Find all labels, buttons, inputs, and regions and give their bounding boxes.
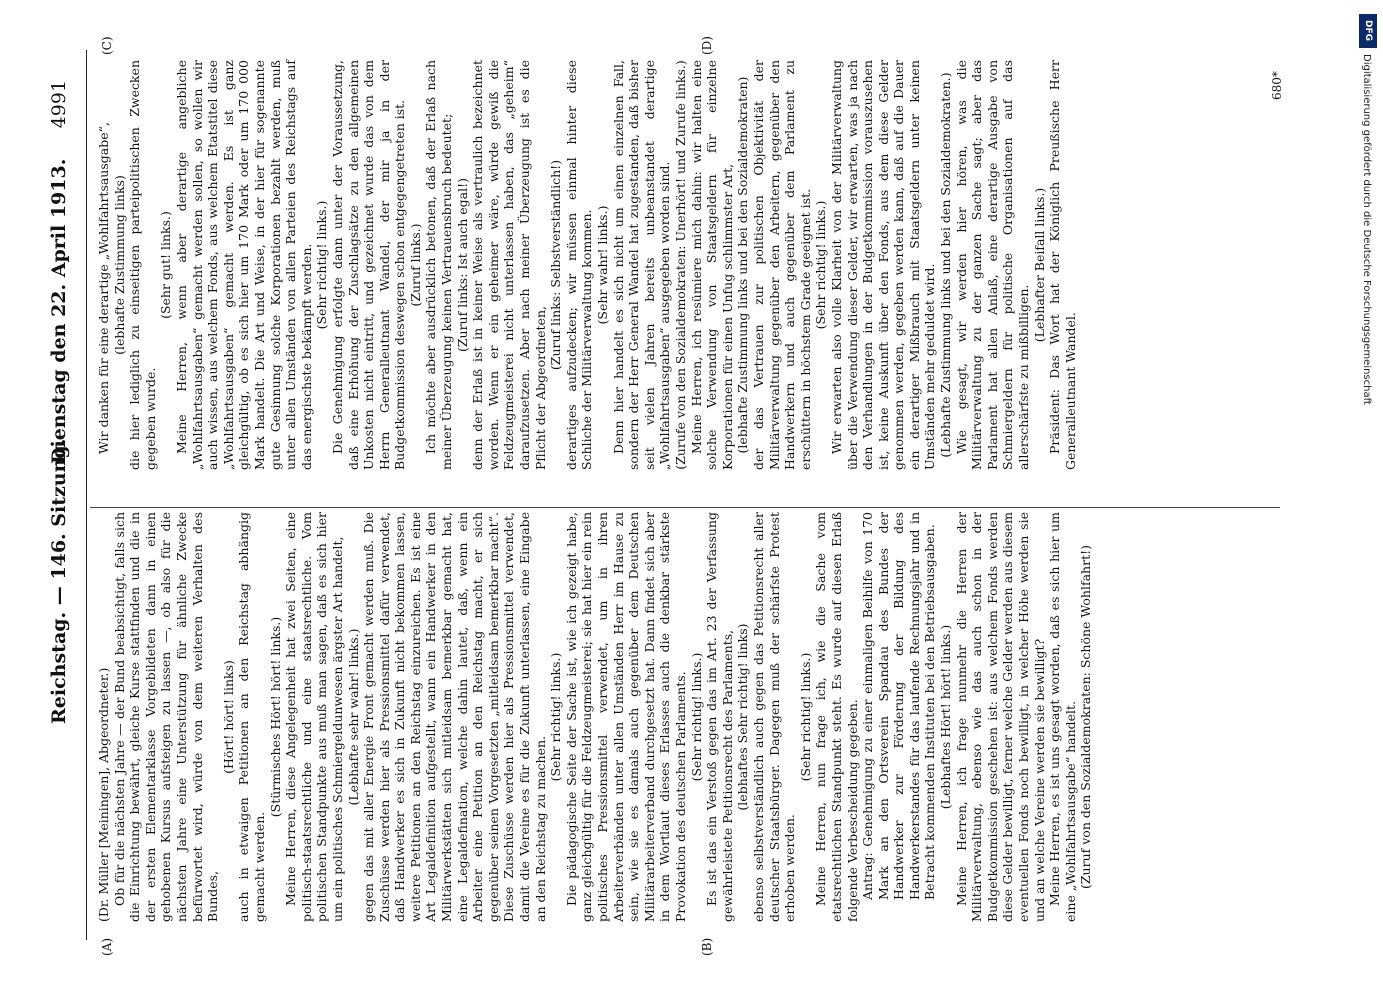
right-column-paragraph: Denn hier handelt es sich nicht um einen einzelnen Fall, sondern der Herr General Wandel hat zugestanden, daß bisher seit vielen Jahren bereits unbeanstandet derartige „Wohlfahrtsausgaben“ ausgegeben worden sind. xyxy=(610,60,673,470)
right-column-paragraph: die hier lediglich zu einseitigen parteipolitischen Zwecken gegeben wurde. xyxy=(127,60,158,470)
right-column-paragraph: (Zurufe von den Sozialdemokraten: Unerhört! und Zurufe links.) xyxy=(672,60,688,470)
left-column-paragraph: Die pädagogische Seite der Sache ist, wie ich gezeigt habe, ganz gleichgültig für die Feldzeugmeisterei; sie hat hier ein rein politisches Pressionsmittel verwendet, um in ihren Arbeiterverbänden unter allen Umständen Herr im Hause zu sein, wie sie es damals auch gegenüber dem Deutschen Militärarbeiterverband durchgesetzt hat. Dann findet sich aber in dem Wortlaut dieses Erlasses auch die denkbar stärkste Provokation des deutschen Parlaments. xyxy=(563,512,688,922)
left-column-paragraph: Antrag: Genehmigung zu einer einmaligen Beihilfe von 170 Mark an den Ortsverein Spandau des Bundes der Handwerker zur Förderung der Bildung des Handwerkerstandes für das laufende Rechnungsjahr und in Betracht kommenden Instituten bei den Betriebsausgaben. xyxy=(860,512,938,900)
margin-marker-b: (B) xyxy=(700,937,714,956)
right-column-paragraph: Präsident: Das Wort hat der Königlich Preußische Herr Generalleutnant Wandel. xyxy=(1047,60,1078,470)
left-column-paragraph: Meine Herren, es ist uns gesagt worden, daß es sich hier um eine „Wohlfahrtsausgabe“ handelt. xyxy=(1047,512,1078,922)
left-column-paragraph: ebenso selbstverständlich auch gegen das Petitionsrecht aller deutscher Staatsbürger. Dagegen muß der schärfste Protest erhoben werden. xyxy=(750,512,798,922)
header-session: Reichstag. — 146. Sitzung. xyxy=(48,438,70,724)
left-column-paragraph: Meine Herren, diese Angelegenheit hat zwei Seiten, eine politisch-staatsrechtliche und eine staatsrechtliche. Vom politischen Standpunkte aus muß man sagen, daß es sich hier um ein politisches Schmiergeldunwesen ärgster Art handelt, xyxy=(283,512,345,922)
left-column-paragraph: (lebhaftes Sehr richtig! links) xyxy=(735,623,751,811)
left-column-paragraph: (Hört! hört! links) xyxy=(220,660,236,774)
page-number: 4991 xyxy=(48,80,70,129)
right-column-paragraph: Wir danken für eine derartige „Wohlfahrtsausgabe“, xyxy=(96,122,111,454)
left-column-paragraph: (Sehr richtig! links.) xyxy=(688,652,704,782)
margin-marker-a: (A) xyxy=(100,937,114,956)
left-column-paragraph: Es ist das ein Verstoß gegen das im Art. 23 der Verfassung gewährleistete Petitionsrecht des Parlaments, xyxy=(704,512,735,922)
right-column-paragraph: Die Genehmigung erfolgte dann unter der Voraussetzung, daß eine Erhöhung der Zuschlagsätze zu den allgemeinen Unkosten nicht eintritt, und gezeichnet wurde das von dem Herrn Generalleutnant Wandel, der mir ja in der Budgetkommission deswegen schon entgegengetreten ist. xyxy=(329,60,408,470)
right-column-paragraph: (Sehr richtig! links.) xyxy=(314,200,330,330)
column-divider xyxy=(90,507,1280,508)
margin-marker-d: (D) xyxy=(700,36,714,55)
right-column-paragraph: (Lebhafte Zustimmung links und bei den Sozialdemokraten.) xyxy=(938,72,954,458)
left-column xyxy=(96,512,1094,922)
credit-strip xyxy=(1357,14,1379,734)
right-column-paragraph: (Sehr gut! links.) xyxy=(158,211,174,319)
page-header xyxy=(44,40,78,944)
right-column-paragraph: Meine Herren, wenn aber derartige angebliche „Wohlfahrtsausgaben“ gemacht werden sollen, so wollen wir auch wissen, aus welchem Fonds, aus welchem Etatstitel diese „Wohlfahrtsausgaben“ gemacht werden. Es ist ganz gleichgültig, ob es sich hier um 170 Mark oder um 170 000 Mark handelt. Die Art und Weise, in der hier für sogenannte gute Gesinnung solche Korporationen bezahlt werden, muß unter allen Umständen von allen Parteien des Reichstags auf das energischste bekämpft werden. xyxy=(173,60,314,470)
margin-marker-c: (C) xyxy=(100,36,114,55)
left-column-paragraph: (Sehr richtig! links.) xyxy=(548,652,564,782)
right-column-paragraph: (Zuruf links.) xyxy=(407,223,423,307)
header-date: Dienstag den 22. April 1913. xyxy=(48,158,70,464)
left-column-paragraph: gegen das mit aller Energie Front gemacht werden muß. Die Zuschüsse werden hier als Pressionsmittel dafür verwendet, daß Handwerker es sich in Zukunft nicht bekommen lassen, weitere Petitionen an den Reichstag einzureichen. Es ist eine Art Legaldefinition aufgestellt, wann ein Handwerker in den Militärwerkstätten sich mitleidsam bemerkbar gemacht hat, eine Legaldefination, welche dahin lautet, daß, wenn ein Arbeiter eine Petition an den Reichstag macht, er sich gegenüber seinen Vorgesetzten „mitleidsam bemerkbar macht“. Diese Zuschüsse werden hier als Pressionsmittel verwendet, damit die Vereine es für die Zukunft unterlassen, eine Eingabe an den Reichstag zu machen. xyxy=(361,512,548,922)
dfg-logo: DFG xyxy=(1359,14,1377,48)
left-column-paragraph: Meine Herren, nun frage ich, wie die Sache vom etatsrechtlichen Standpunkt steht. Es wurde auf diesen Erlaß folgende Verbescheidung gegeben. xyxy=(813,512,860,922)
right-column xyxy=(96,60,1078,470)
left-column-paragraph: Ob für die nächsten Jahre — der Bund beabsichtigt, falls sich die Einrichtung bewährt, gleiche Kurse stattfinden und die in der ersten Elementarklasse Vorgebildeten dann in einen gehobenen Kursus aufsteigen zu lassen —, ob also für die nächsten Jahre eine Unterstützung für ähnliche Zwecke befürwortet wird, würde von dem weiteren Verhalten des Bundes, xyxy=(111,512,221,922)
right-column-paragraph: der das Vertrauen zur politischen Objektivität der Militärverwaltung gegenüber den Arbeitern, gegenüber den Handwerkern und auch gegenüber dem Parlament zu erschüttern in höchstem Grade geeignet ist. xyxy=(750,60,813,470)
right-column-paragraph: (lebhafte Zustimmung links und bei den Sozialdemokraten) xyxy=(735,76,751,454)
right-column-paragraph: Wir erwarten also volle Klarheit von der Militärverwaltung über die Verwendung dieser Gelder, wir erwarten, was ja nach den Verhandlungen in der Budgetkommission vorauszusehen ist, keine Auskunft über den Fonds, aus dem diese Gelder genommen werden, gegeben werden kann, daß auf die Dauer ein derartiger Mißbrauch mit Staatsgeldern unter keinen Umständen mehr geduldet wird. xyxy=(828,60,938,470)
right-column-paragraph: (Sehr wahr! links.) xyxy=(595,205,610,325)
credit-text: Digitalisierung gefördert durch die Deutsche Forschungsgemeinschaft xyxy=(1361,54,1372,405)
left-column-paragraph: auch in etwaigen Petitionen an den Reichstag abhängig gemacht werden. xyxy=(236,512,267,922)
right-column-paragraph: Wie gesagt, wir werden hier hören, was die Militärverwaltung zu der ganzen Sache sagt; aber das Parlament hat allen Anlaß, eine derartige Ausgabe von Schmiergeldern für politische Organisationen auf das allerschärfste zu mißbilligen. xyxy=(953,60,1032,470)
right-column-paragraph: (Sehr richtig! links.) xyxy=(813,200,829,330)
right-column-paragraph: Meine Herren, ich resümiere mich dahin: wir halten eine solche Verwendung von Staatsgeldern für einzelne Korporationen für einen Unfug schlimmster Art, xyxy=(688,60,735,470)
left-column-paragraph: (Stürmisches Hört! hört! links.) xyxy=(267,616,283,818)
right-column-paragraph: (Zuruf links: Ist auch egal!) xyxy=(454,177,470,353)
left-column-paragraph: (Dr. Müller [Meiningen], Abgeordneter.) xyxy=(96,667,111,922)
right-column-paragraph: denn der Erlaß ist in keiner Weise als vertraulich bezeichnet worden. Wenn er ein geheimer wäre, würde gewiß die Feldzeugmeisterei nicht unterlassen haben, das „geheim“ daraufzusetzen. Aber nach meiner Überzeugung ist es die Pflicht der Abgeordneten, xyxy=(470,60,548,470)
right-column-paragraph: (Zuruf links: Selbstverständlich!) xyxy=(548,159,564,371)
header-rule xyxy=(86,50,87,940)
left-column-paragraph: (Lebhafte sehr wahr! links.) xyxy=(345,628,361,806)
right-column-paragraph: Ich möchte aber ausdrücklich betonen, daß der Erlaß nach meiner Überzeugung keinen Vertrauensbruch bedeutet; xyxy=(423,60,455,470)
left-column-paragraph: (Lebhaftes Hört! hört! links.) xyxy=(938,624,954,810)
footer-mark: 680* xyxy=(1270,71,1284,100)
right-column-paragraph: (Lebhafter Beifall links.) xyxy=(1031,187,1047,343)
left-column-paragraph: (Sehr richtig! links.) xyxy=(797,652,813,782)
left-column-paragraph: (Zuruf von den Sozialdemokraten: Schöne Wohlfahrt!) xyxy=(1078,545,1094,889)
right-column-paragraph: (lebhafte Zustimmung links) xyxy=(111,175,127,355)
right-column-paragraph: derartiges aufzudecken; wir müssen einmal hinter diese Schliche der Militärverwaltung kommen. xyxy=(563,60,595,470)
left-column-paragraph: Meine Herren, ich frage nunmehr die Herren der Militärverwaltung, ebenso wie das auch schon in der Budgetkommission geschehen ist: aus welchem Fonds werden diese Gelder bewilligt, ferner welche Gelder werden aus diesem eventuellen Fonds noch bewilligt, in welcher Höhe werden sie und an welche Vereine werden sie bewilligt? xyxy=(953,512,1047,922)
